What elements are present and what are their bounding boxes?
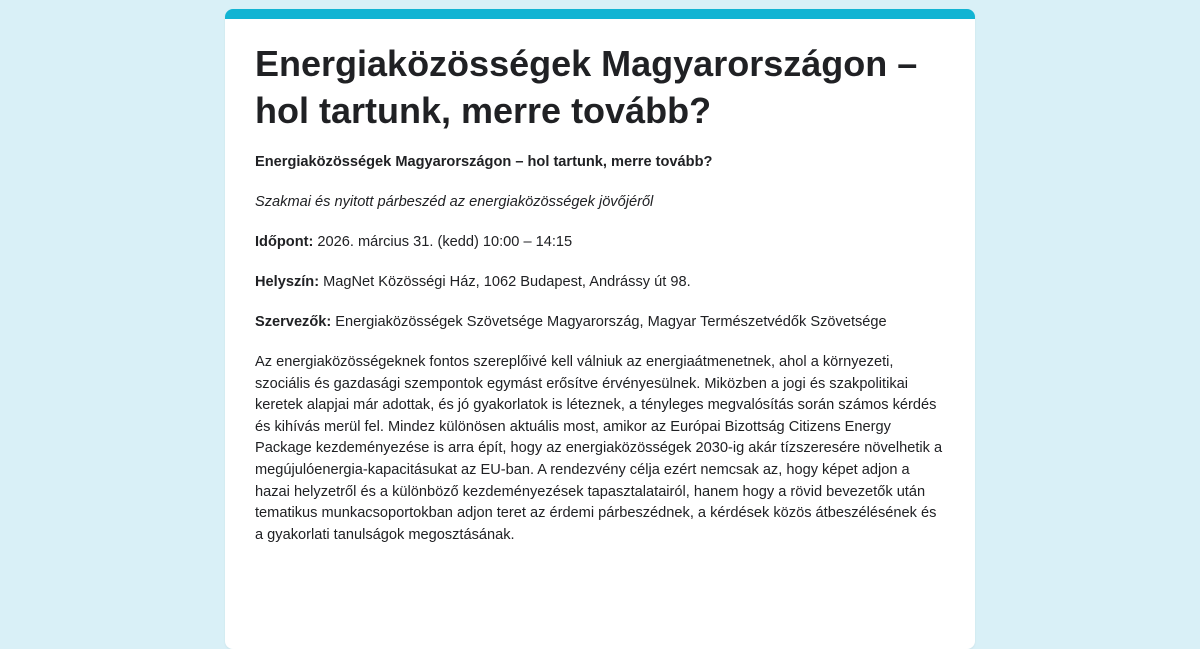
event-location-value: MagNet Közösségi Ház, 1062 Budapest, Andrássy út 98.	[319, 274, 691, 290]
form-header-card	[225, 9, 975, 649]
event-description-body: Az energiaközösségeknek fontos szereplőivé kell válniuk az energiaátmenetnek, ahol a környezeti, szociális és gazdasági szempontok egymást erősítve érvényesülnek. Miközben a jogi és szakpolitikai keretek alapjai már adottak, és jó gyakorlatok is léteznek, a tényleges megvalósítás során számos kérdés és kihívás merül fel. Mindez különösen aktuális most, amikor az Európai Bizottság Citizens Energy Package kezdeményezése is arra épít, hogy az energiaközösségek 2030-ig akár tízszeresére növelhetik a megújulóenergia-kapacitásukat az EU-ban. A rendezvény célja ezért nemcsak az, hogy képet adjon a hazai helyzetről és a különböző kezdeményezések tapasztalatairól, hanem hogy a rövid bevezetők után tematikus munkacsoportokban adjon teret az érdemi párbeszédnek, a kérdések közös átbeszélésének és a gyakorlati tanulságok megosztásának.	[255, 354, 943, 543]
form-description	[255, 152, 945, 546]
event-time	[255, 232, 945, 253]
event-subtitle: Energiaközösségek Magyarországon – hol tartunk, merre tovább?	[255, 154, 713, 170]
event-time-value: 2026. március 31. (kedd) 10:00 – 14:15	[313, 234, 573, 250]
event-location	[255, 272, 945, 293]
event-location-label: Helyszín:	[255, 274, 320, 290]
event-time-label: Időpont:	[255, 234, 314, 250]
event-tagline: Szakmai és nyitott párbeszéd az energiaközösségek jövőjéről	[255, 194, 654, 210]
form-title: Energiaközösségek Magyarországon – hol tartunk, merre tovább?	[255, 43, 918, 131]
event-organizers-value: Energiaközösségek Szövetsége Magyarország, Magyar Természetvédők Szövetsége	[331, 314, 887, 330]
event-organizers	[255, 312, 945, 333]
event-organizers-label: Szervezők:	[255, 314, 332, 330]
